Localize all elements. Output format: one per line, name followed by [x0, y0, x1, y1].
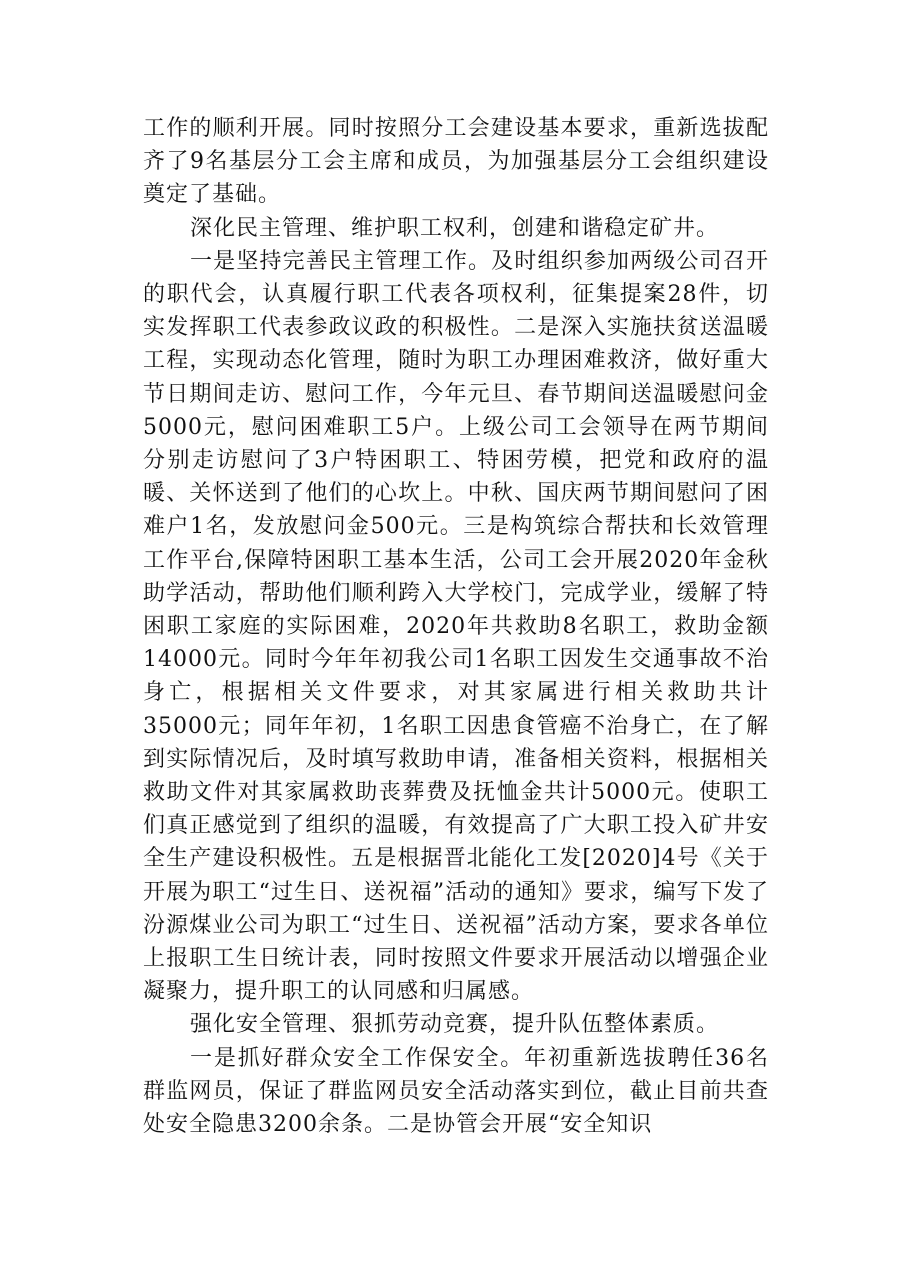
section-heading-safety-management: 强化安全管理、狠抓劳动竞赛，提升队伍整体素质。 — [190, 1012, 720, 1038]
paragraph-continuation: 工作的顺利开展。同时按照分工会建设基本要求，重新选拔配齐了9名基层分工会主席和成员，为加强基层分工会组织建设奠定了基础。 — [143, 116, 769, 208]
paragraph-safety-management: 一是抓好群众安全工作保安全。年初重新选拔聘任36名群监网员，保证了群监网员安全活动落实到位，截止目前共查处安全隐患3200余条。二是协管会开展“安全知识 — [143, 1045, 769, 1138]
section-heading-democratic-management: 深化民主管理、维护职工权利，创建和谐稳定矿井。 — [190, 215, 720, 241]
document-body — [143, 112, 769, 1141]
paragraph-democratic-management: 一是坚持完善民主管理工作。及时组织参加两级公司召开的职代会，认真履行职工代表各项权利，征集提案28件，切实发挥职工代表参政议政的积极性。二是深入实施扶贫送温暖工程，实现动态化管理，随时为职工办理困难救济，做好重大节日期间走访、慰问工作，今年元旦、春节期间送温暖慰问金5000元，慰问困难职工5户。上级公司工会领导在两节期间分别走访慰问了3户特困职工、特困劳模，把党和政府的温暖、关怀送到了他们的心坎上。中秋、国庆两节期间慰问了困难户1名，发放慰问金500元。三是构筑综合帮扶和长效管理工作平台,保障特困职工基本生活，公司工会开展2020年金秋助学活动，帮助他们顺利跨入大学校门，完成学业，缓解了特困职工家庭的实际困难，2020年共救助8名职工，救助金额14000元。同时今年年初我公司1名职工因发生交通事故不治身亡，根据相关文件要求，对其家属进行相关救助共计35000元；同年年初，1名职工因患食管癌不治身亡，在了解到实际情况后，及时填写救助申请，准备相关资料，根据相关救助文件对其家属救助丧葬费及抚恤金共计5000元。使职工们真正感觉到了组织的温暖，有效提高了广大职工投入矿井安全生产建设积极性。五是根据晋北能化工发[2020]4号《关于开展为职工“过生日、送祝福”活动的通知》要求，编写下发了汾源煤业公司为职工“过生日、送祝福”活动方案，要求各单位上报职工生日统计表，同时按照文件要求开展活动以增强企业凝聚力，提升职工的认同感和归属感。 — [143, 248, 769, 1005]
